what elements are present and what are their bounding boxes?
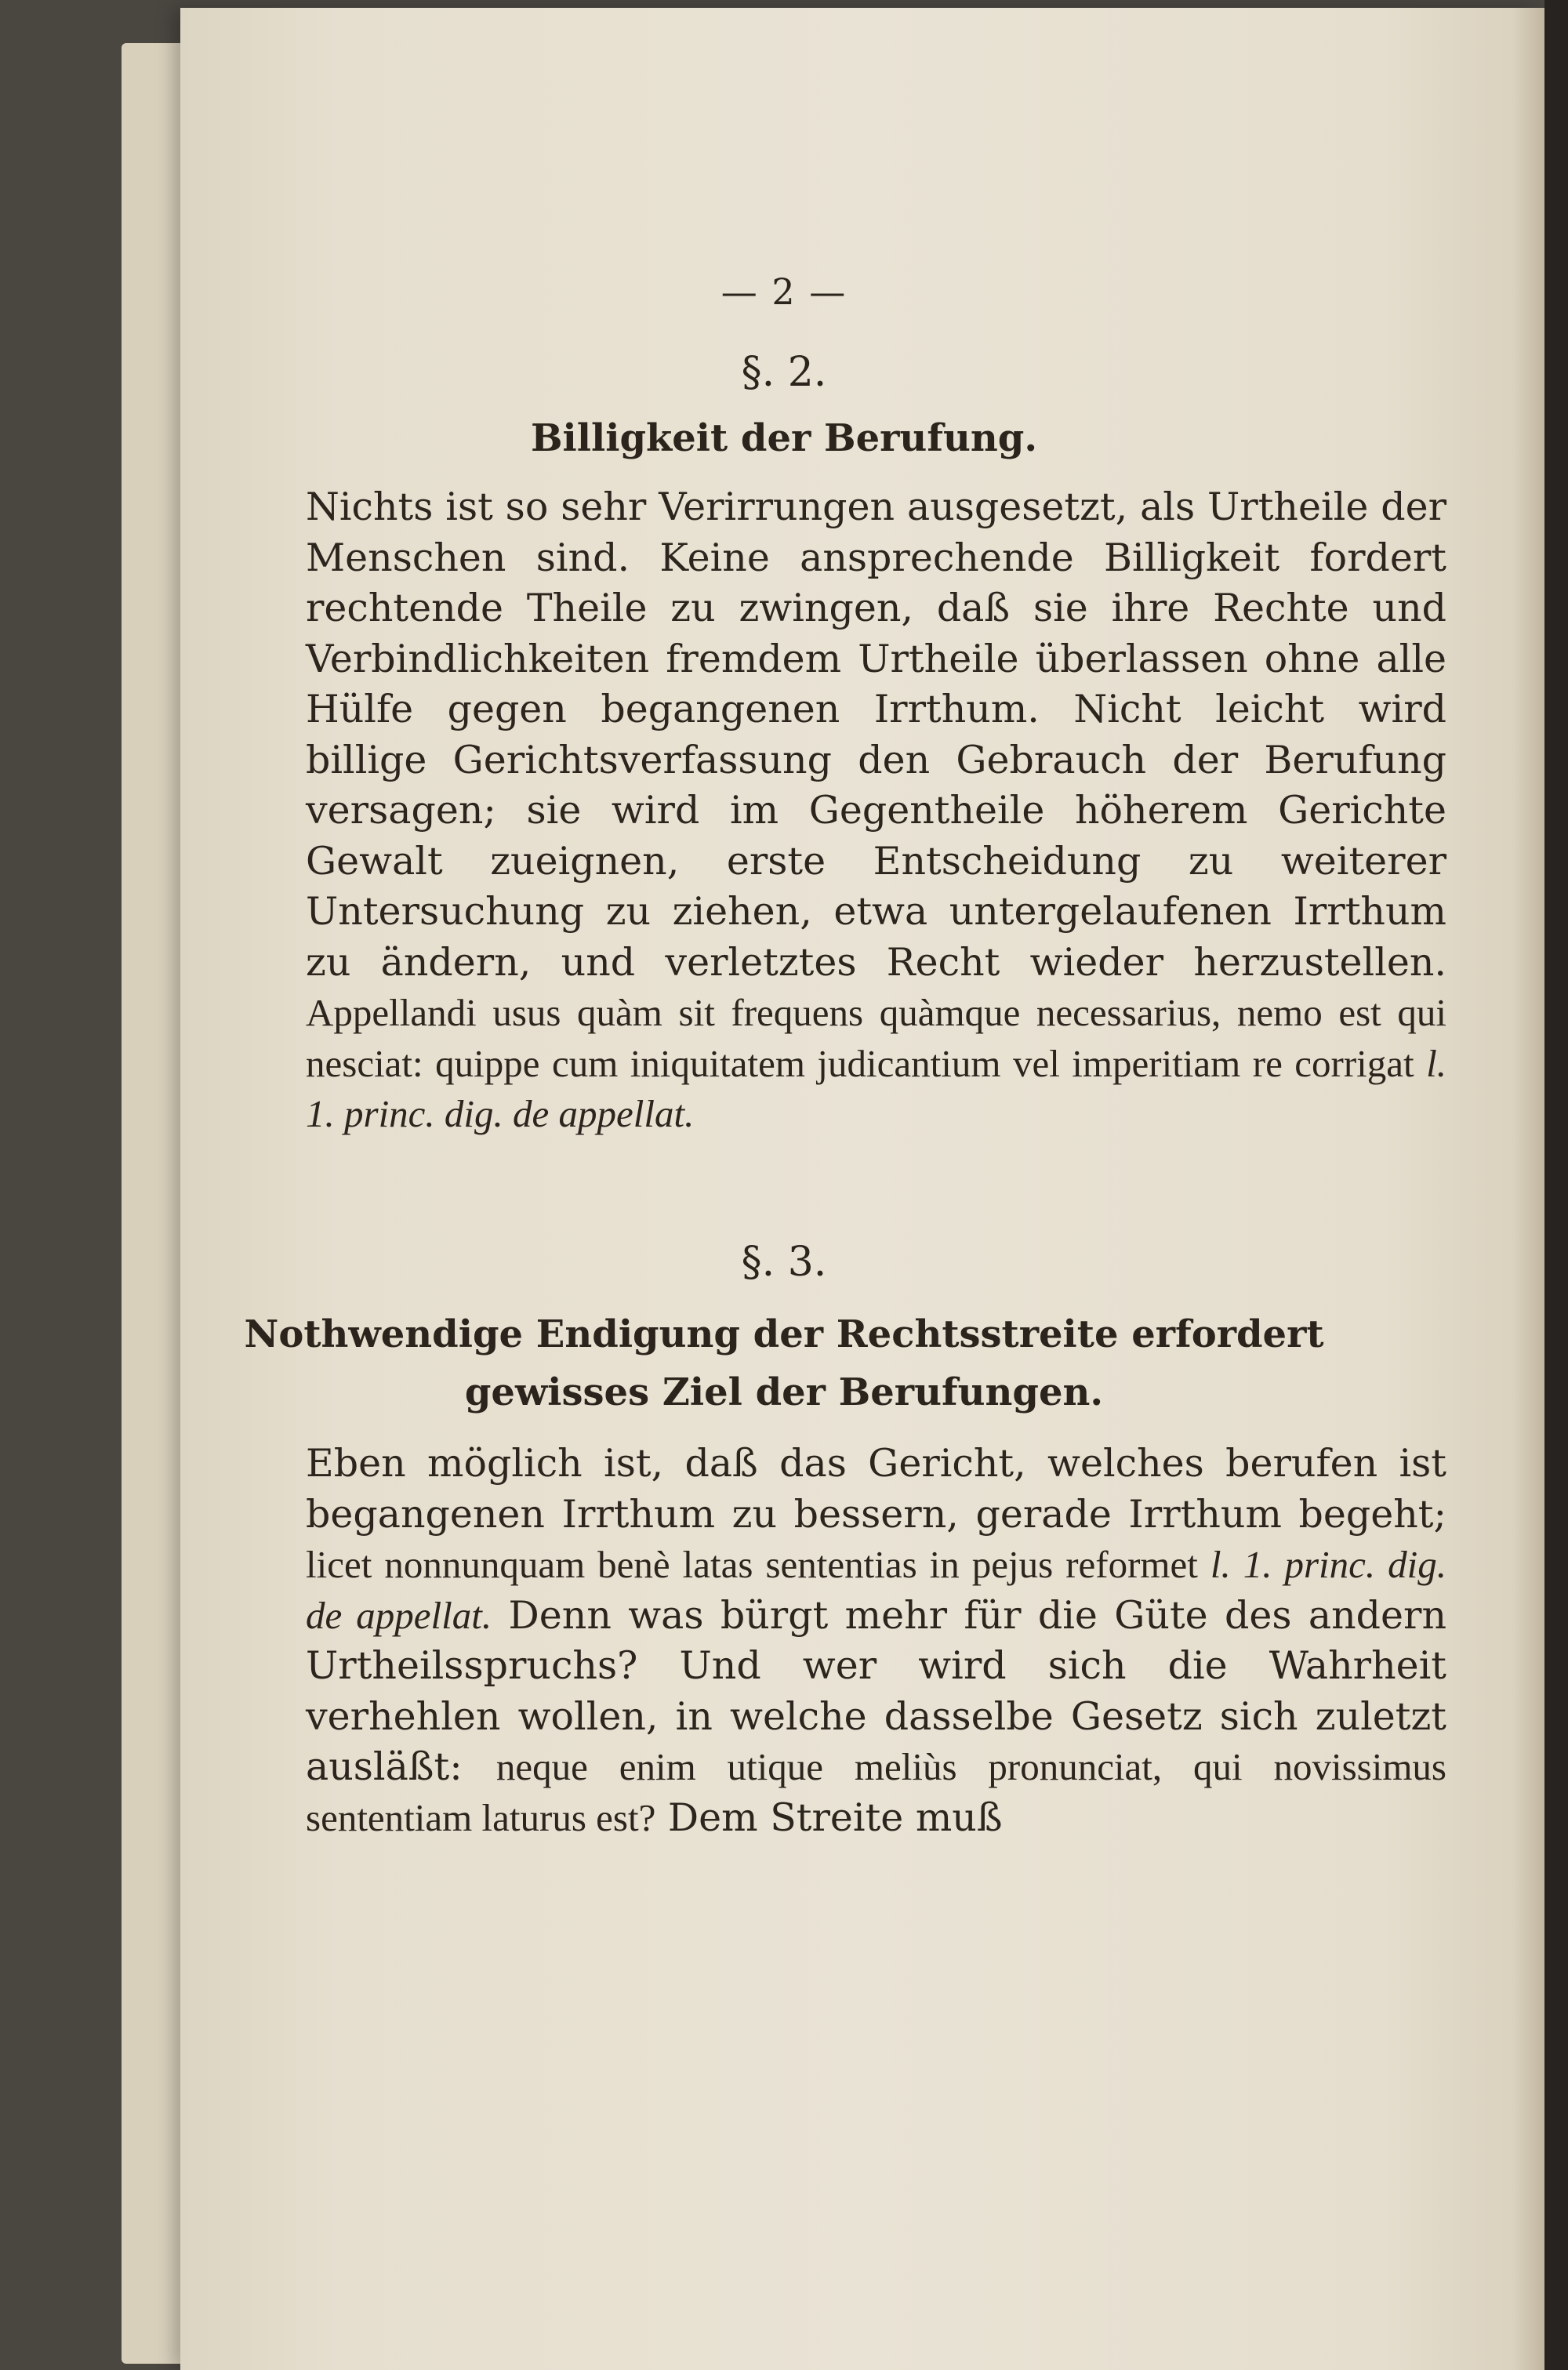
- legal-citation: l. 1. princ. dig. de appellat.: [306, 1543, 1446, 1637]
- latin-quote: neque enim utique meliùs pronunciat, qui novissimus sententiam laturus est?: [306, 1745, 1447, 1839]
- paragraph-text: Denn was bürgt mehr für die Güte des andern Urtheilsspruchs? Und wer wird sich die Wahrheit verhehlen wollen, in welche dasselbe Gesetz sich zuletzt ausläßt:: [306, 1592, 1447, 1789]
- section-title-line: gewisses Ziel der Berufungen.: [464, 1370, 1104, 1414]
- legal-citation: l. 1. princ. dig. de appellat.: [306, 1041, 1446, 1135]
- section-paragraph: [306, 482, 1446, 1140]
- latin-quote: Appellandi usus quàm sit frequens quàmque necessarius, nemo est qui nesciat: quippe cum iniquitatem judicantium vel imperitiam re corrigat: [306, 991, 1446, 1085]
- section-title-line: Nothwendige Endigung der Rechtsstreite erfordert: [244, 1312, 1324, 1356]
- page-number-header: — 2 —: [720, 270, 848, 313]
- paragraph-text: Nichts ist so sehr Verirrungen ausgesetzt, als Urtheile der Menschen sind. Keine ansprechende Billigkeit fordert rechtende Theile zu zwingen, daß sie ihre Rechte und Verbindlichkeiten fremdem Urtheile überlassen ohne alle Hülfe gegen begangenen Irrthum. Nicht leicht wird billige Gerichtsverfassung den Gebrauch der Berufung versagen; sie wird im Gegentheile höherem Gerichte Gewalt zueignen, erste Entscheidung zu weiterer Untersuchung zu ziehen, etwa untergelaufenen Irrthum zu ändern, und verletztes Recht wieder herzustellen.: [306, 485, 1446, 985]
- paragraph-text: Dem Streite muß: [655, 1795, 1003, 1840]
- section-number: §. 3.: [741, 1239, 827, 1286]
- section-number: §. 2.: [741, 349, 827, 396]
- section-paragraph: [306, 1439, 1446, 1843]
- section-title: Billigkeit der Berufung.: [530, 416, 1038, 460]
- paragraph-text: Eben möglich ist, daß das Gericht, welches berufen ist begangenen Irrthum zu bessern, gerade Irrthum begeht;: [306, 1441, 1446, 1537]
- latin-quote: licet nonnunquam benè latas sententias in pejus reformet: [306, 1543, 1210, 1586]
